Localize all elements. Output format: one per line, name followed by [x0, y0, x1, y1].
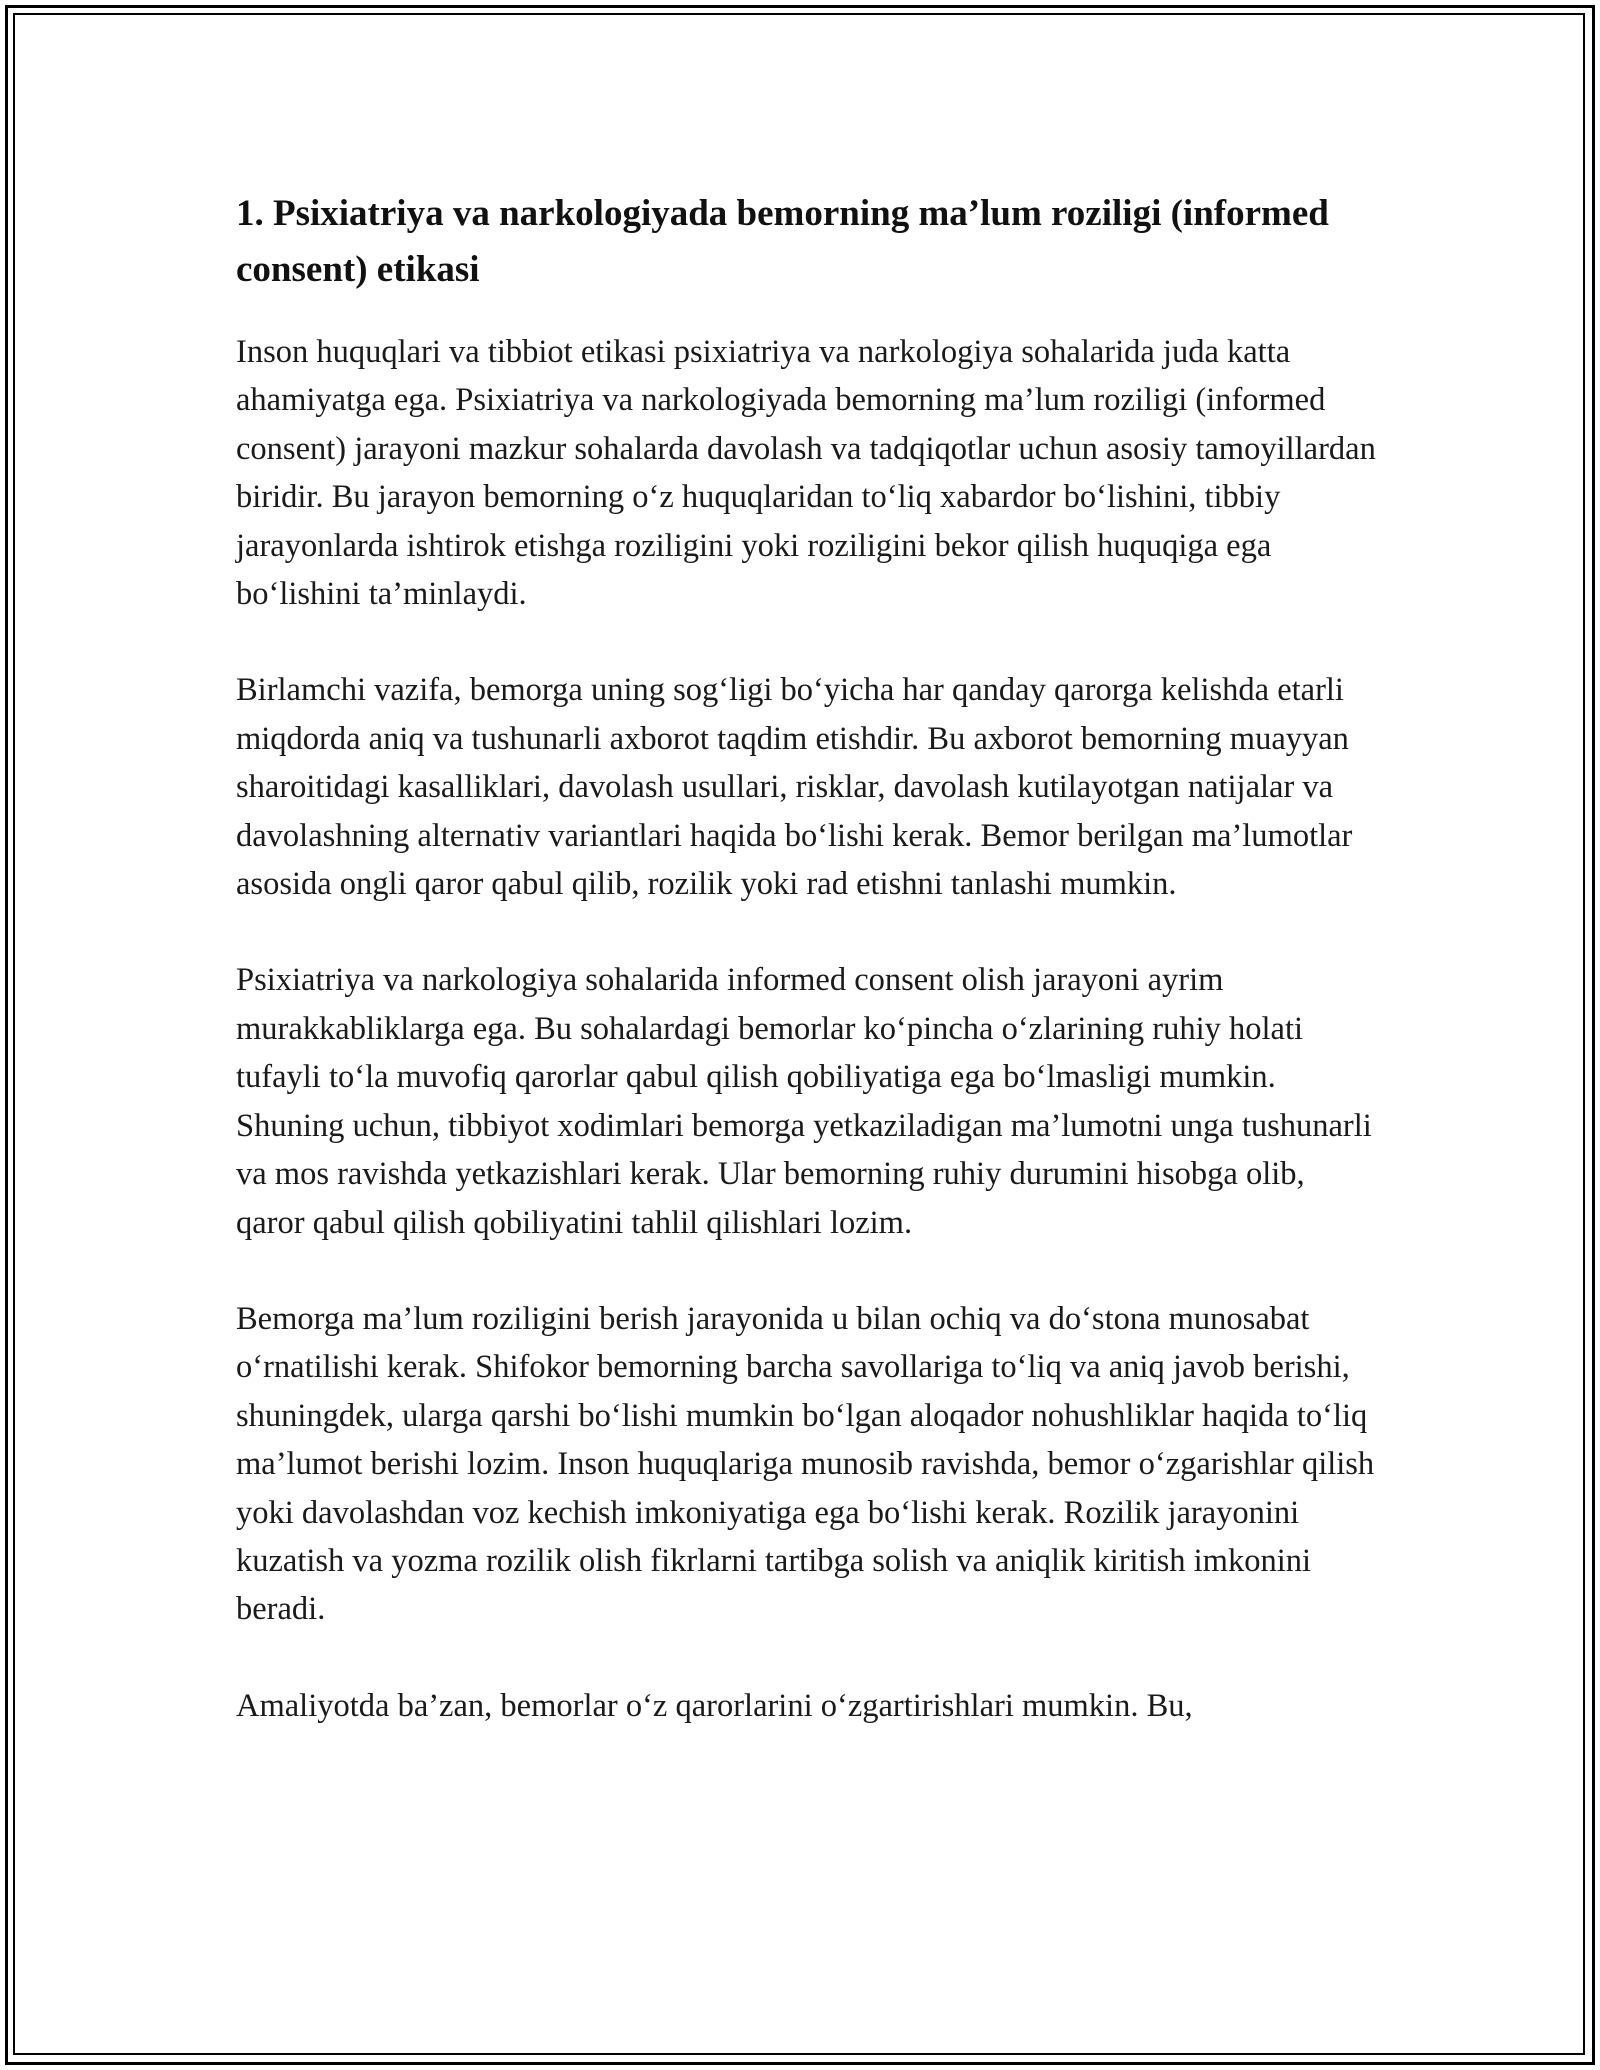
- document-page: [236, 186, 1376, 1778]
- paragraph-2: Birlamchi vazifa, bemorga uning sog‘ligi bo‘yicha har qanday qarorga kelishda etarli miqdorda aniq va tushunarli axborot taqdim etishdir. Bu axborot bemorning muayyan sharoitidagi kasalliklari, davolash usullari, risklar, davolash kutilayotgan natijalar va davolashning alternativ variantlari haqida bo‘lishi kerak. Bemor berilgan ma’lumotlar asosida ongli qaror qabul qilib, rozilik yoki rad etishni tanlashi mumkin.: [236, 672, 1353, 903]
- paragraph-3: Psixiatriya va narkologiya sohalarida informed consent olish jarayoni ayrim murakkabliklarga ega. Bu sohalardagi bemorlar ko‘pincha o‘zlarining ruhiy holati tufayli to‘la muvofiq qarorlar qabul qilish qobiliyatiga ega bo‘lmasligi mumkin. Shuning uchun, tibbiyot xodimlari bemorga yetkaziladigan ma’lumotni unga tushunarli va mos ravishda yetkazishlari kerak. Ular bemorning ruhiy durumini hisobga olib, qaror qabul qilish qobiliyatini tahlil qilishlari lozim.: [236, 962, 1372, 1241]
- section-heading: 1. Psixiatriya va narkologiyada bemorning ma’lum roziligi (informed consent) etikasi: [236, 193, 1329, 290]
- paragraph-5: Amaliyotda ba’zan, bemorlar o‘z qarorlarini o‘zgartirishlari mumkin. Bu,: [236, 1687, 1193, 1724]
- paragraph-1: Inson huquqlari va tibbiot etikasi psixiatriya va narkologiya sohalarida juda katta ahamiyatga ega. Psixiatriya va narkologiyada bemorning ma’lum roziligi (informed consent) jarayoni mazkur sohalarda davolash va tadqiqotlar uchun asosiy tamoyillardan biridir. Bu jarayon bemorning o‘z huquqlaridan to‘liq xabardor bo‘lishini, tibbiy jarayonlarda ishtirok etishga roziligini yoki roziligini bekor qilish huquqiga ega bo‘lishini ta’minlaydi.: [236, 334, 1376, 613]
- paragraph-4: Bemorga ma’lum roziligini berish jarayonida u bilan ochiq va do‘stona munosabat o‘rnatilishi kerak. Shifokor bemorning barcha savollariga to‘liq va aniq javob berishi, shuningdek, ularga qarshi bo‘lishi mumkin bo‘lgan aloqador nohushliklar haqida to‘liq ma’lumot berishi lozim. Inson huquqlariga munosib ravishda, bemor o‘zgarishlar qilish yoki davolashdan voz kechish imkoniyatiga ega bo‘lishi kerak. Rozilik jarayonini kuzatish va yozma rozilik olish fikrlarni tartibga solish va aniqlik kiritish imkonini beradi.: [236, 1300, 1375, 1628]
